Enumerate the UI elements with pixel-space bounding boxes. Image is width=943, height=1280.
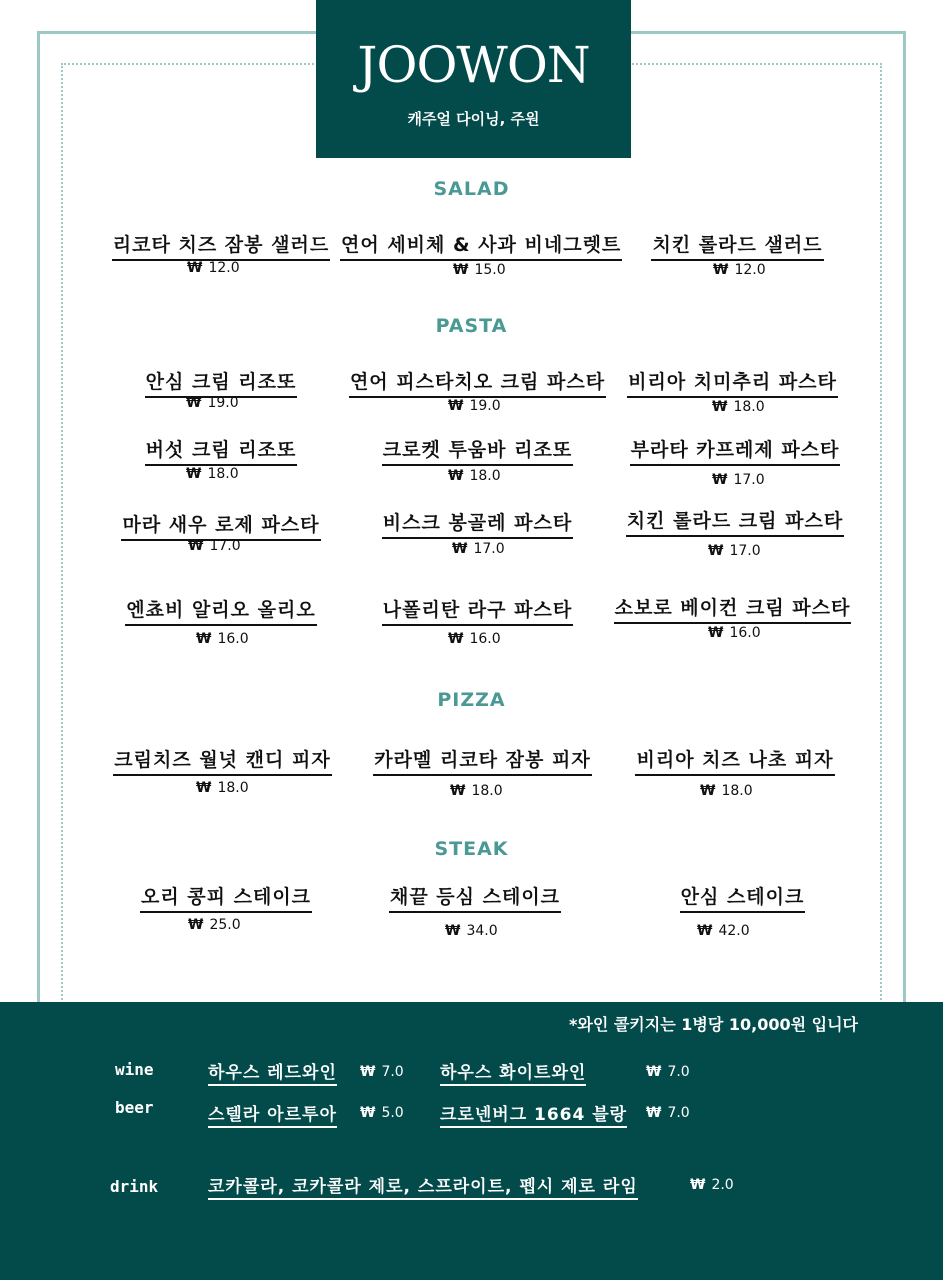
category-label-beer: beer [115, 1098, 154, 1117]
item-price: ₩ 16.0 [448, 631, 501, 647]
currency-symbol: ₩ [646, 1064, 662, 1080]
menu-item [355, 882, 595, 937]
currency-symbol: ₩ [360, 1105, 376, 1121]
item-name: 비리아 치미추리 파스타 [627, 367, 838, 398]
beverage-price: ₩ 7.0 [646, 1064, 690, 1080]
item-name: 연어 세비체 & 사과 비네그렛트 [340, 230, 622, 261]
currency-symbol: ₩ [712, 472, 728, 488]
item-price: ₩ 18.0 [712, 399, 765, 415]
menu-item [345, 435, 610, 485]
beverage-price: ₩ 7.0 [360, 1064, 404, 1080]
menu-item [620, 367, 845, 417]
item-name: 엔쵸비 알리오 올리오 [125, 595, 316, 626]
item-price: ₩ 25.0 [188, 917, 241, 933]
item-price: ₩ 18.0 [450, 783, 503, 799]
item-price: ₩ 17.0 [452, 541, 505, 557]
item-name: 리코타 치즈 잠봉 샐러드 [112, 230, 330, 261]
item-name: 채끝 등심 스테이크 [389, 882, 561, 913]
item-name: 크림치즈 월넛 캔디 피자 [113, 745, 331, 776]
item-price: ₩ 16.0 [708, 625, 761, 641]
currency-symbol: ₩ [700, 783, 716, 799]
item-price: ₩ 42.0 [697, 923, 750, 939]
section-title-steak: STEAK [434, 838, 509, 860]
item-price: ₩ 18.0 [700, 783, 753, 799]
item-name: 부라타 카프레제 파스타 [630, 435, 841, 466]
item-name: 마라 새우 로제 파스타 [121, 510, 320, 541]
beverage-name: 코카콜라, 코카콜라 제로, 스프라이트, 펩시 제로 라임 [208, 1172, 638, 1200]
currency-symbol: ₩ [187, 260, 203, 276]
item-name: 안심 크림 리조또 [145, 367, 298, 398]
logo-block [316, 0, 631, 158]
item-price: ₩ 19.0 [186, 395, 239, 411]
item-price: ₩ 17.0 [712, 472, 765, 488]
currency-symbol: ₩ [697, 923, 713, 939]
beverage-price: ₩ 2.0 [690, 1177, 734, 1193]
item-price: ₩ 17.0 [188, 538, 241, 554]
beverage-name: 하우스 화이트와인 [440, 1058, 586, 1086]
currency-symbol: ₩ [188, 538, 204, 554]
currency-symbol: ₩ [188, 917, 204, 933]
item-price: ₩ 16.0 [196, 631, 249, 647]
beverage-price: ₩ 5.0 [360, 1105, 404, 1121]
beverage-price: ₩ 7.0 [646, 1105, 690, 1121]
item-name: 나폴리탄 라구 파스타 [382, 595, 573, 626]
item-price: ₩ 18.0 [186, 466, 239, 482]
menu-item [100, 510, 342, 560]
item-name: 소보로 베이컨 크림 파스타 [614, 593, 852, 624]
item-price: ₩ 17.0 [708, 543, 761, 559]
brand-subtitle: 캐주얼 다이닝, 주원 [407, 110, 540, 128]
item-price: ₩ 18.0 [196, 780, 249, 796]
currency-symbol: ₩ [186, 395, 202, 411]
menu-item [620, 506, 850, 559]
item-price: ₩ 12.0 [713, 262, 766, 278]
menu-item [625, 230, 850, 280]
section-title-pizza: PIZZA [437, 689, 506, 711]
menu-item [355, 745, 610, 799]
section-title-salad: SALAD [433, 178, 510, 200]
currency-symbol: ₩ [450, 783, 466, 799]
currency-symbol: ₩ [196, 780, 212, 796]
item-name: 버섯 크림 리조또 [145, 435, 298, 466]
item-name: 치킨 롤라드 크림 파스타 [626, 506, 844, 537]
currency-symbol: ₩ [448, 398, 464, 414]
menu-item [100, 367, 342, 417]
currency-symbol: ₩ [708, 625, 724, 641]
currency-symbol: ₩ [708, 543, 724, 559]
currency-symbol: ₩ [452, 541, 468, 557]
item-price: ₩ 34.0 [445, 923, 498, 939]
beverage-name: 크로넨버그 1664 블랑 [440, 1100, 627, 1128]
currency-symbol: ₩ [186, 466, 202, 482]
item-name: 카라멜 리코타 잠봉 피자 [373, 745, 591, 776]
currency-symbol: ₩ [712, 399, 728, 415]
item-name: 오리 콩피 스테이크 [140, 882, 312, 913]
currency-symbol: ₩ [713, 262, 729, 278]
menu-item [100, 595, 342, 645]
beverage-section [0, 1002, 943, 1280]
currency-symbol: ₩ [360, 1064, 376, 1080]
item-price: ₩ 19.0 [448, 398, 501, 414]
menu-item [345, 367, 610, 417]
beverage-name: 하우스 레드와인 [208, 1058, 337, 1086]
beverage-name: 스텔라 아르투아 [208, 1100, 337, 1128]
menu-item [635, 882, 850, 937]
currency-symbol: ₩ [196, 631, 212, 647]
item-name: 연어 피스타치오 크림 파스타 [349, 367, 606, 398]
item-name: 안심 스테이크 [680, 882, 806, 913]
currency-symbol: ₩ [646, 1105, 662, 1121]
menu-item [620, 435, 850, 490]
item-price: ₩ 15.0 [453, 262, 506, 278]
menu-item [345, 508, 610, 558]
brand-logo: JOOWON [357, 36, 590, 94]
menu-item [340, 230, 622, 280]
currency-symbol: ₩ [453, 262, 469, 278]
menu-item [100, 882, 352, 932]
menu-item [610, 593, 855, 643]
menu-item [100, 435, 342, 485]
item-name: 비스크 봉골레 파스타 [382, 508, 573, 539]
category-label-wine: wine [115, 1060, 154, 1079]
menu-item [345, 595, 610, 645]
item-price: ₩ 18.0 [448, 468, 501, 484]
item-name: 치킨 롤라드 샐러드 [651, 230, 823, 261]
currency-symbol: ₩ [445, 923, 461, 939]
item-price: ₩ 12.0 [187, 260, 240, 276]
item-name: 크로켓 투움바 리조또 [382, 435, 573, 466]
currency-symbol: ₩ [448, 631, 464, 647]
category-label-drink: drink [110, 1177, 159, 1196]
item-name: 비리아 치즈 나초 피자 [635, 745, 834, 776]
menu-item [85, 230, 357, 280]
corkage-note: *와인 콜키지는 1병당 10,000원 입니다 [569, 1015, 858, 1034]
menu-item [100, 745, 345, 795]
menu-item [620, 745, 850, 799]
section-title-pasta: PASTA [435, 315, 508, 337]
currency-symbol: ₩ [690, 1177, 706, 1193]
currency-symbol: ₩ [448, 468, 464, 484]
